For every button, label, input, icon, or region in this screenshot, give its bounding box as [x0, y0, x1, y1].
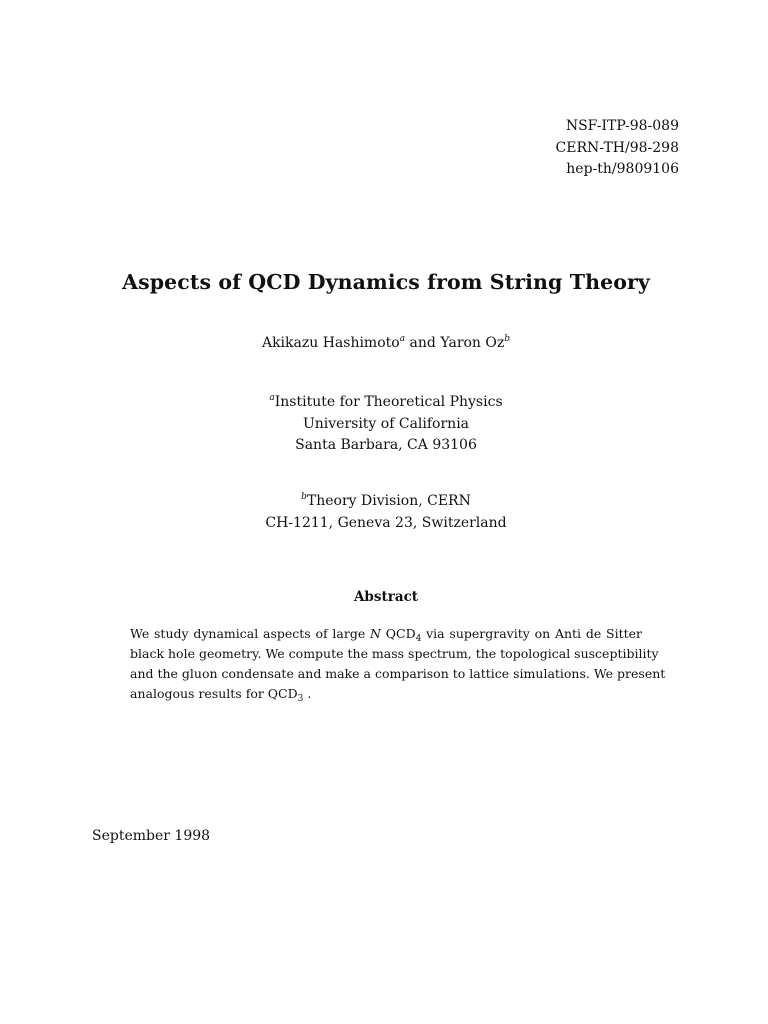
- abstract-line-4-end: .: [303, 686, 312, 701]
- abstract-line-4-text: analogous results for QCD: [130, 686, 298, 701]
- abstract-qcd-dimension-4: 4: [415, 634, 422, 644]
- affiliation-b-mark: b: [301, 492, 307, 502]
- author-2-name: Yaron Oz: [440, 335, 505, 351]
- affiliation-a-institute: Institute for Theoretical Physics: [274, 394, 503, 410]
- report-number-cern: CERN-TH/98-298: [555, 139, 679, 156]
- report-numbers: [556, 116, 679, 181]
- affiliation-a-mark: a: [269, 393, 275, 403]
- abstract-line-1-text-b: via supergravity on Anti de Sitter: [421, 626, 643, 641]
- abstract-body: [130, 624, 666, 704]
- abstract-line-2: black hole geometry. We compute the mass spectrum, the topological susceptibility: [130, 646, 659, 661]
- abstract-variable-n: N: [370, 626, 381, 641]
- author-line: [0, 335, 768, 351]
- affiliation-b-institute: Theory Division, CERN: [306, 493, 471, 509]
- report-number-arxiv: hep-th/9809106: [566, 161, 679, 177]
- abstract-line-4: [130, 684, 642, 704]
- author-1-affiliation-mark: a: [399, 334, 406, 344]
- affiliation-b-line-1: [0, 491, 768, 513]
- publication-date: September 1998: [92, 828, 211, 844]
- author-conjunction: and: [405, 335, 441, 351]
- abstract-qcd-label: QCD: [380, 626, 416, 641]
- report-number-nsf: NSF-ITP-98-089: [565, 118, 679, 134]
- affiliation-a-line-1: [0, 392, 768, 414]
- author-1-name: Akikazu Hashimoto: [261, 335, 400, 351]
- author-2-affiliation-mark: b: [504, 334, 511, 344]
- affiliation-a-line-3: Santa Barbara, CA 93106: [295, 437, 477, 453]
- affiliation-a: [0, 392, 768, 457]
- abstract-line-1-text-a: We study dynamical aspects of large: [130, 626, 371, 641]
- affiliation-b: [0, 491, 768, 534]
- affiliation-b-line-2: CH-1211, Geneva 23, Switzerland: [265, 514, 507, 531]
- abstract-line-3: and the gluon condensate and make a comparison to lattice simulations. We present: [130, 666, 666, 681]
- paper-title: Aspects of QCD Dynamics from String Theory: [122, 270, 650, 294]
- abstract-qcd-dimension-3: 3: [297, 694, 304, 704]
- affiliation-a-line-2: University of California: [302, 415, 470, 432]
- abstract-line-1: [130, 624, 642, 644]
- abstract-heading: Abstract: [353, 589, 419, 605]
